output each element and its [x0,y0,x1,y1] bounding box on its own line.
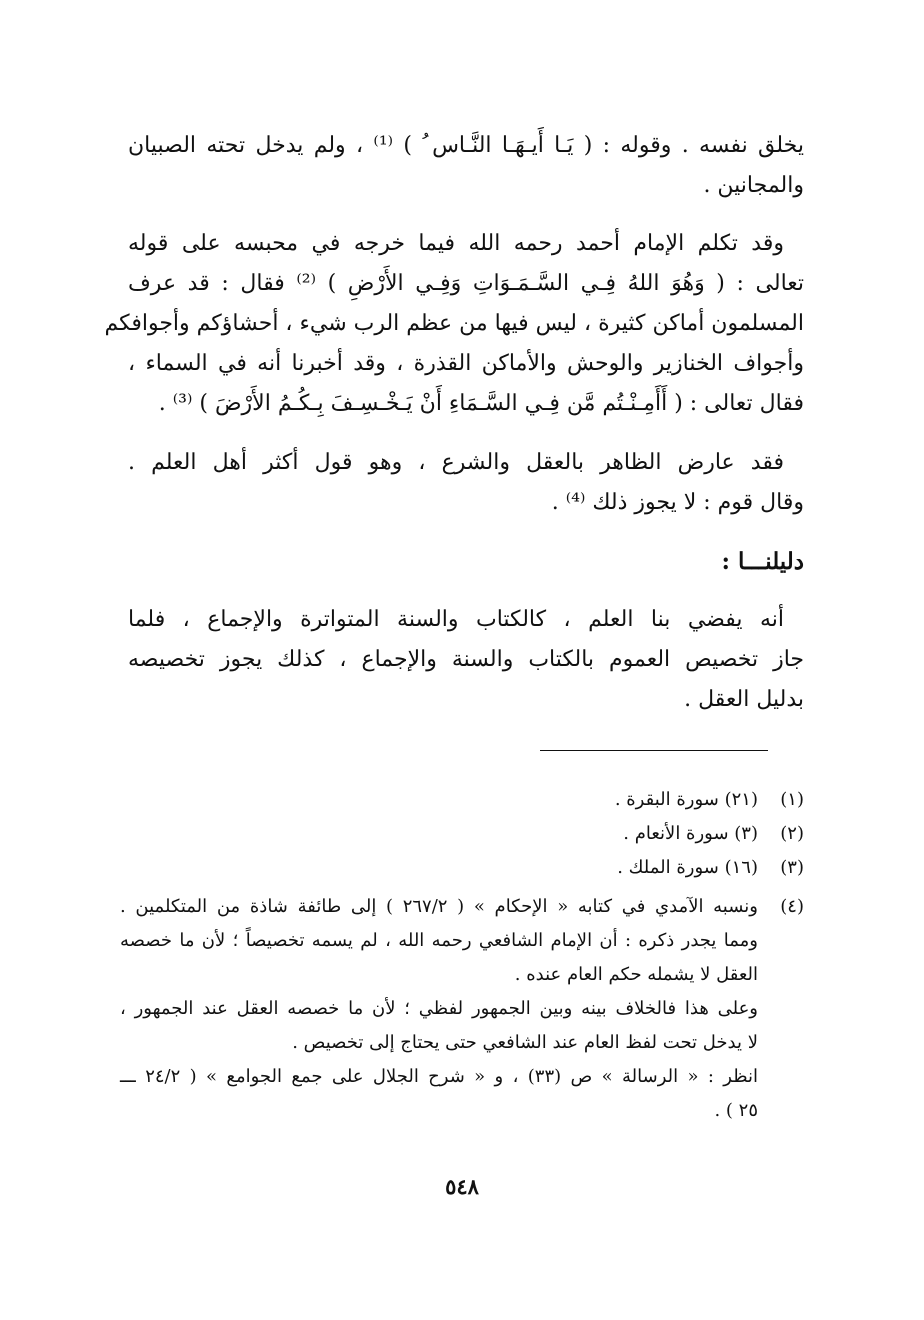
text-line: وقال قوم : لا يجوز ذلك ⁽⁴⁾ . [551,490,804,515]
footnote-number: (١) [780,789,804,810]
text-line: يخلق نفسه . وقوله : ( يَـا أَيـهَـا النَّـاس ُ ) ⁽¹⁾ ، ولم يدخل تحته الصبيان [128,133,804,158]
footnote-4 [120,890,804,1128]
footnote-text: ونسبه الآمدي في كتابه « الإحكام » ( ٢٦٧/٢ ) إلى طائفة شاذة من المتكلمين . [120,896,758,917]
text-line: وقد تكلم الإمام أحمد رحمه الله فيما خرجه في محبسه على قوله [128,231,784,256]
text-line: جاز تخصيص العموم بالكتاب والسنة والإجماع ، كذلك يجوز تخصيصه [128,647,804,672]
footnote-separator [540,750,768,751]
section-heading: دليلنـــا : [721,548,804,575]
paragraph-1 [128,126,804,206]
footnote-text: (٣) سورة الأنعام . [623,823,758,844]
text-line [120,890,804,924]
text-line: وأجواف الخنازير والوحش والأماكن القذرة ، وقد أخبرنا أنه في السماء ، [128,351,804,376]
text-line: أنه يفضي بنا العلم ، كالكتاب والسنة المتواترة والإجماع ، فلما [128,607,784,632]
footnote-number: (٤) [780,896,804,917]
footnote-number: (٢) [780,823,804,844]
text-line: ٢٥ ) . [714,1100,758,1121]
footnote-number: (٣) [780,857,804,878]
paragraph-3 [128,443,804,523]
text-line: ومما يجدر ذكره : أن الإمام الشافعي رحمه الله ، لم يسمه تخصيصاً ؛ لأن ما خصصه [120,930,758,951]
text-line: فقال تعالى : ( أَأَمِـنْـتُم مَّن فِـي السَّـمَاءِ أَنْ يَـخْـسِـفَ بِـكُـمُ الأَرْضَ ) ⁽³⁾ . [158,391,804,416]
footnote-text: (٢١) سورة البقرة . [614,789,758,810]
footnote-1 [120,784,804,816]
text-line: وعلى هذا فالخلاف بينه وبين الجمهور لفظي ؛ لأن ما خصصه العقل عند الجمهور ، [120,998,758,1019]
text-line: المسلمون أماكن كثيرة ، ليس فيها من عظم الرب شيء ، أحشاؤكم وأجوافكم [104,311,804,336]
paragraph-4 [128,600,804,720]
paragraph-2 [104,224,805,424]
footnote-2 [120,818,804,850]
text-line: فقد عارض الظاهر بالعقل والشرع ، وهو قول أكثر أهل العلم . [128,450,784,475]
text-line: تعالى : ( وَهُوَ اللهُ فِـي السَّـمَـوَاتِ وَفِـي الأَرْضِ ) ⁽²⁾ فقال : قد عرف [128,271,805,296]
footnote-text: (١٦) سورة الملك . [617,857,758,878]
text-line: العقل لا يشمله حكم العام عنده . [514,964,758,985]
text-line: انظر : « الرسالة » ص (٣٣) ، و « شرح الجلال على جمع الجوامع » ( ٢٤/٢ ـــ [120,1066,758,1087]
text-line: لا يدخل تحت لفظ العام عند الشافعي حتى يحتاج إلى تخصيص . [292,1032,758,1053]
page-number: ٥٤٨ [445,1174,479,1199]
text-line: بدليل العقل . [684,687,804,712]
footnote-3 [120,852,804,884]
text-line: والمجانين . [703,173,804,198]
